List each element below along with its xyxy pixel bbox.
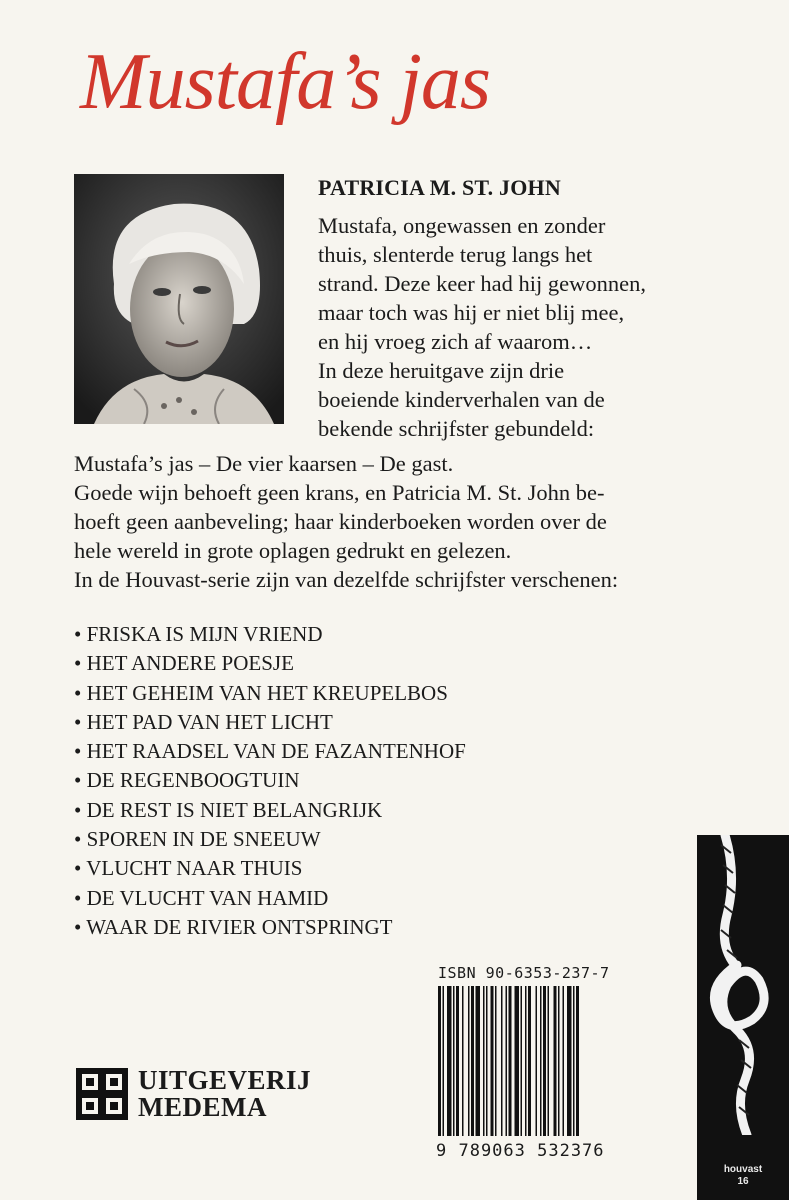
rope-knot-icon [697, 835, 789, 1135]
publisher-line2: MEDEMA [138, 1092, 267, 1122]
list-item: • DE REST IS NIET BELANGRIJK [74, 796, 466, 825]
blurb-full-width [74, 449, 694, 594]
list-item: • HET PAD VAN HET LICHT [74, 708, 466, 737]
blurb-right-column [318, 211, 738, 443]
blurb-line: en hij vroeg zich af waarom… [318, 329, 593, 354]
blurb-line: bekende schrijfster gebundeld: [318, 416, 595, 441]
list-item: • DE REGENBOOGTUIN [74, 766, 466, 795]
publisher-line1: UITGEVERIJ [138, 1065, 312, 1095]
series-panel [697, 835, 789, 1200]
blurb-line: strand. Deze keer had hij gewonnen, [318, 271, 646, 296]
barcode [438, 986, 624, 1138]
blurb-line: hoeft geen aanbeveling; haar kinderboeken worden over de [74, 509, 607, 534]
publisher-logo [74, 1066, 311, 1122]
list-item: • HET ANDERE POESJE [74, 649, 466, 678]
ean-number: 9 789063 532376 [436, 1141, 605, 1161]
list-item: • HET GEHEIM VAN HET KREUPELBOS [74, 679, 466, 708]
series-name: houvast [723, 1164, 763, 1175]
author-photo [74, 174, 284, 424]
list-item: • HET RAADSEL VAN DE FAZANTENHOF [74, 737, 466, 766]
books-list [74, 620, 466, 942]
blurb-line: maar toch was hij er niet blij mee, [318, 300, 625, 325]
blurb-line: boeiende kinderverhalen van de [318, 387, 605, 412]
list-item: • VLUCHT NAAR THUIS [74, 854, 466, 883]
author-name: PATRICIA M. ST. JOHN [318, 175, 561, 200]
list-item: • SPOREN IN DE SNEEUW [74, 825, 466, 854]
isbn-label: ISBN 90-6353-237-7 [438, 964, 610, 982]
list-item: • DE VLUCHT VAN HAMID [74, 884, 466, 913]
book-title: Mustafa’s jas [80, 38, 491, 126]
blurb-line: In deze heruitgave zijn drie [318, 358, 565, 383]
publisher-mark-icon [74, 1066, 130, 1122]
list-item: • WAAR DE RIVIER ONTSPRINGT [74, 913, 466, 942]
blurb-line: Mustafa, ongewassen en zonder [318, 213, 606, 238]
series-number: 16 [737, 1176, 749, 1187]
blurb-line: Mustafa’s jas – De vier kaarsen – De gast. [74, 451, 454, 476]
blurb-line: thuis, slenterde terug langs het [318, 242, 593, 267]
blurb-line: Goede wijn behoeft geen krans, en Patricia M. St. John be- [74, 480, 605, 505]
blurb-line: In de Houvast-serie zijn van dezelfde schrijfster verschenen: [74, 567, 619, 592]
blurb-line: hele wereld in grote oplagen gedrukt en gelezen. [74, 538, 512, 563]
list-item: • FRISKA IS MIJN VRIEND [74, 620, 466, 649]
